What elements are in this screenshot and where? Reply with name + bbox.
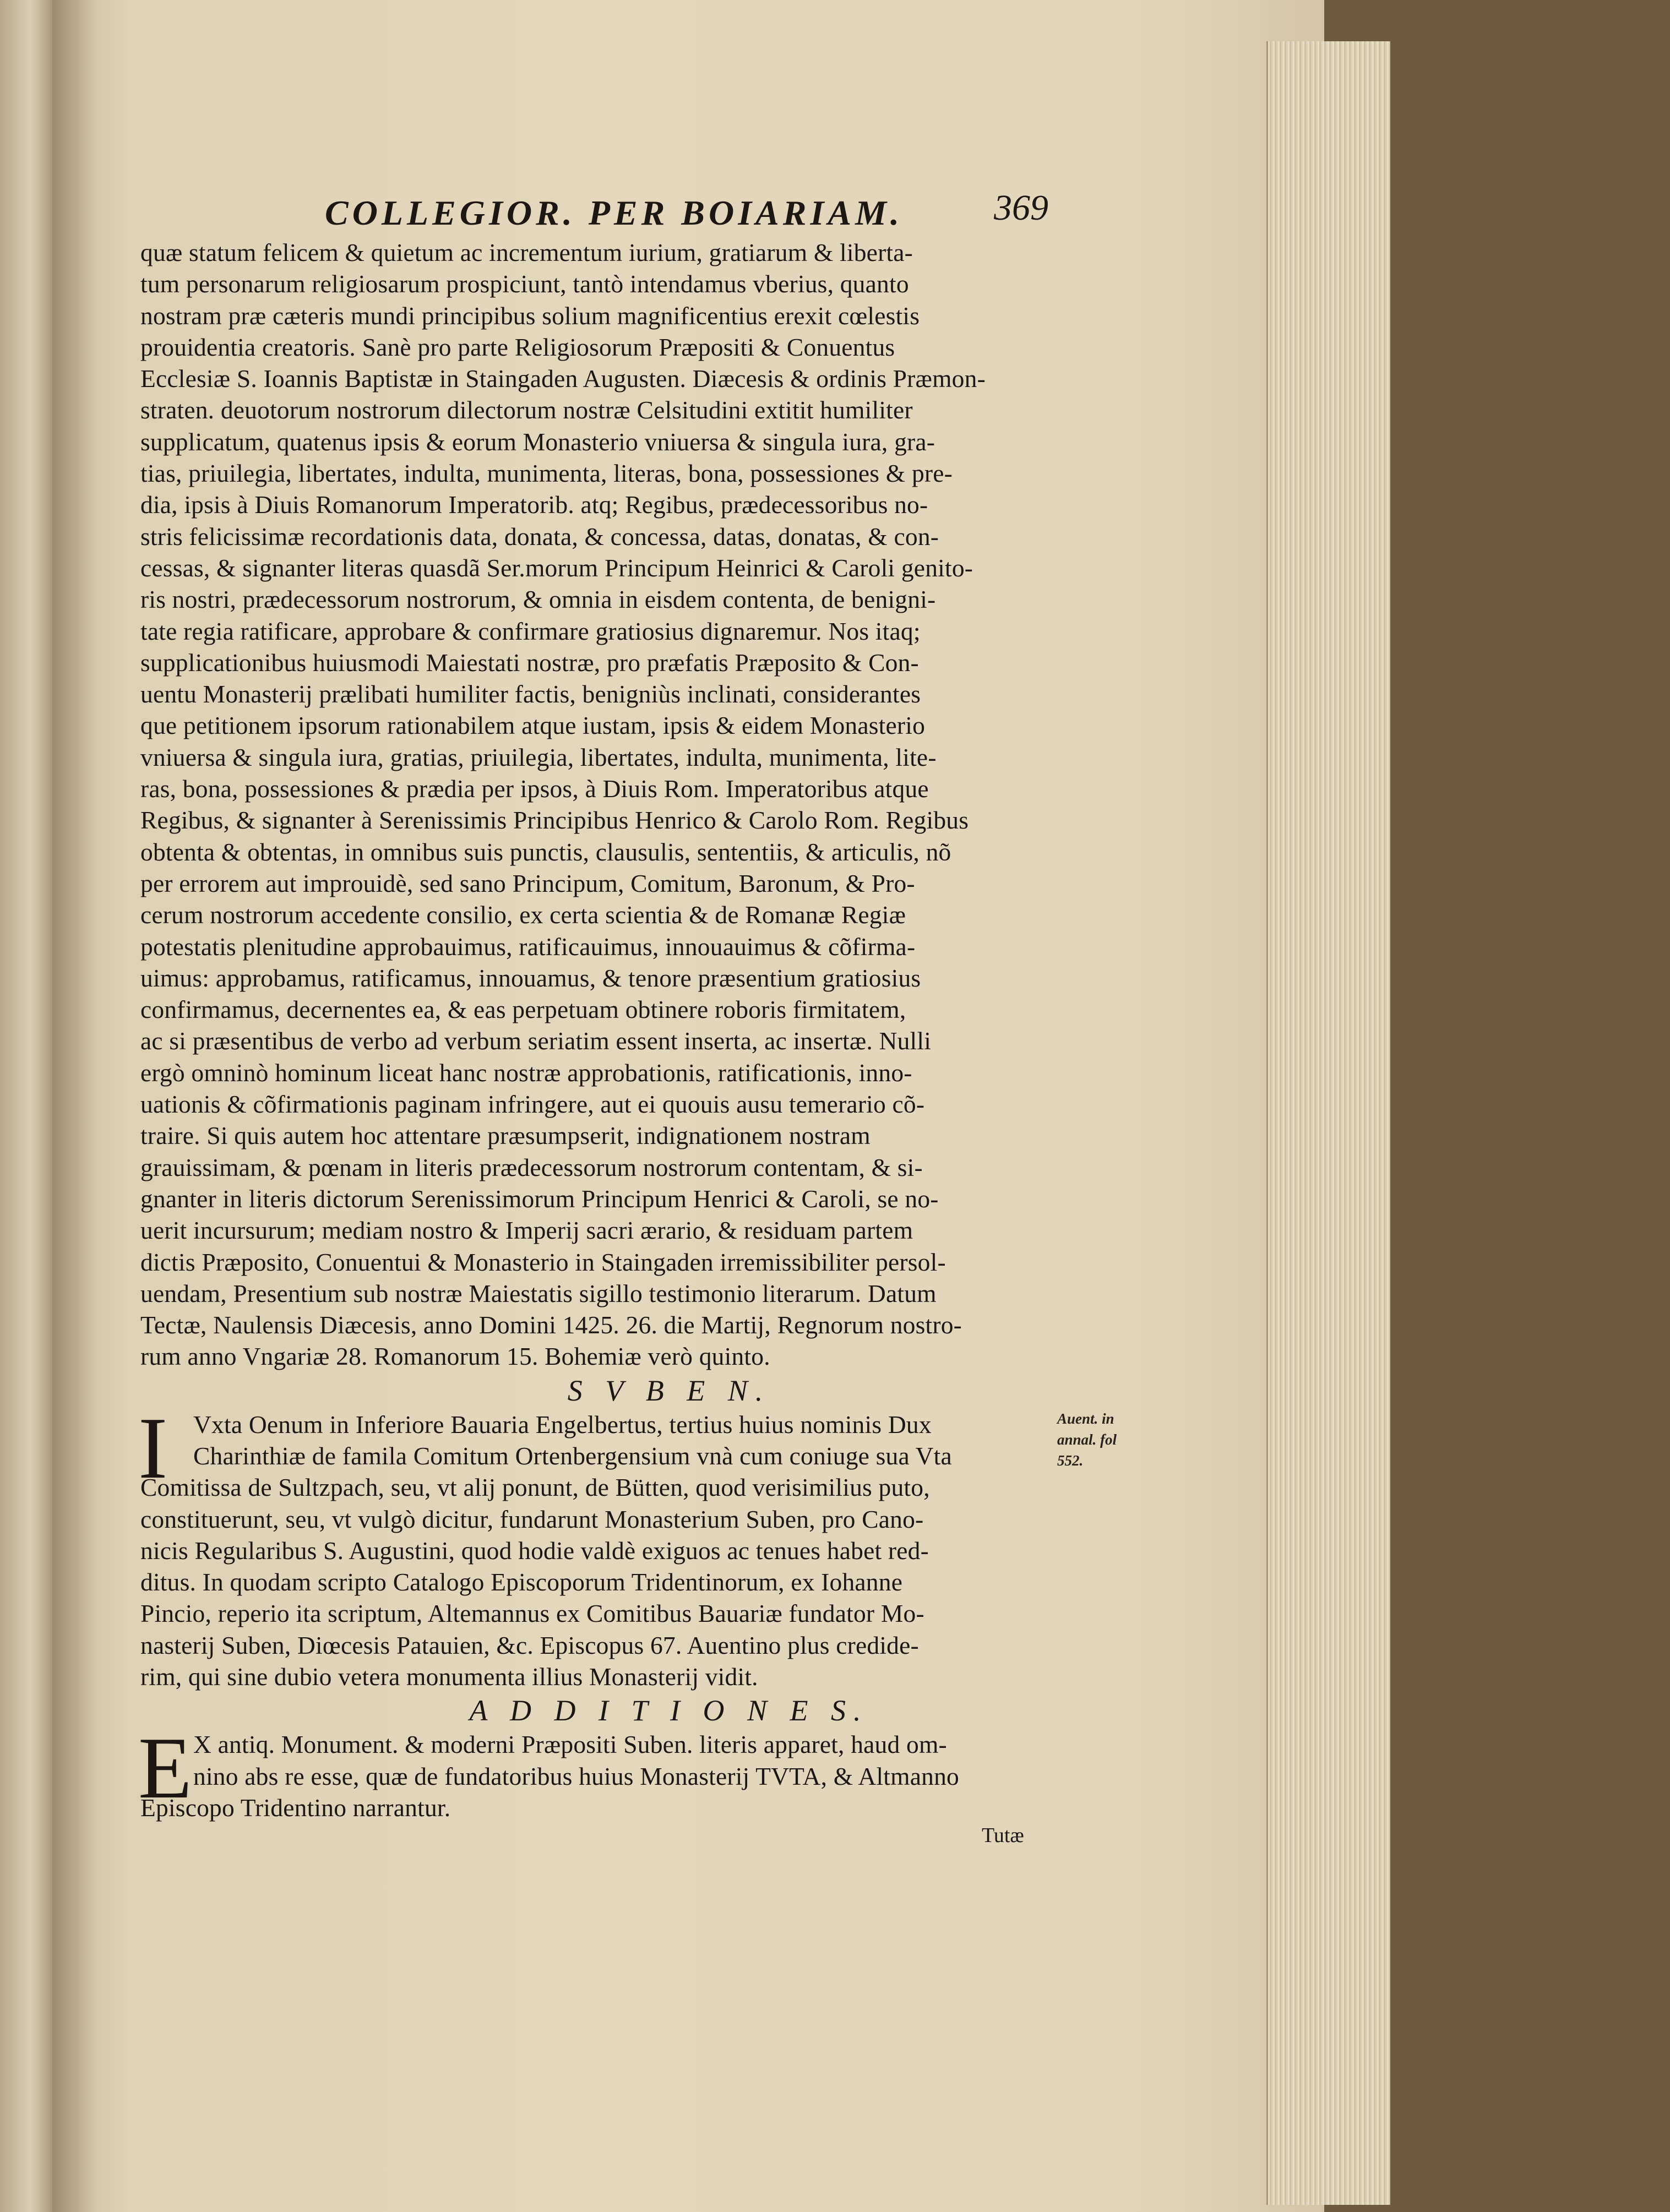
margin-note-line: Auent. in — [1057, 1410, 1114, 1427]
text-line: per errorem aut improuidè, sed sano Principum, Comitum, Baronum, & Pro- — [140, 869, 915, 897]
text-line: ditus. In quodam scripto Catalogo Episcoporum Tridentinorum, ex Iohanne — [140, 1568, 903, 1597]
text-line: uendam, Presentium sub nostræ Maiestatis sigillo testimonio literarum. Datum — [140, 1279, 937, 1307]
gutter-shadow — [52, 0, 96, 2212]
text-line: rim, qui sine dubio vetera monumenta illius Monasterij vidit. — [140, 1663, 758, 1691]
text-line: rum anno Vngariæ 28. Romanorum 15. Bohemiæ verò quinto. — [140, 1342, 770, 1371]
text-line: quæ statum felicem & quietum ac incrementum iurium, gratiarum & liberta- — [140, 238, 913, 266]
section-title-suben: S V B E N. — [567, 1374, 771, 1407]
text-line: ris nostri, prædecessorum nostrorum, & omnia in eisdem contenta, de benigni- — [140, 585, 936, 614]
text-line: stris felicissimæ recordationis data, donata, & concessa, datas, donatas, & con- — [140, 522, 939, 551]
text-line: obtenta & obtentas, in omnibus suis punctis, clausulis, sententiis, & articulis, nõ — [140, 837, 951, 866]
text-line: que petitionem ipsorum rationabilem atque iustam, ipsis & eidem Monasterio — [140, 711, 926, 740]
text-line: nostram præ cæteris mundi principibus solium magnificentius erexit cœlestis — [140, 301, 920, 330]
text-line: dia, ipsis à Diuis Romanorum Imperatorib. atq; Regibus, prædecessoribus no- — [140, 491, 928, 519]
text-line: uentu Monasterij prælibati humiliter factis, benigniùs inclinati, considerantes — [140, 680, 921, 709]
margin-note-line: 552. — [1057, 1452, 1084, 1469]
text-line: gnanter in literis dictorum Serenissimorum Principum Henrici & Caroli, se no- — [140, 1184, 939, 1213]
text-line: tum personarum religiosarum prospiciunt, tantò intendamus vberius, quanto — [140, 270, 909, 298]
text-line: traire. Si quis autem hoc attentare præsumpserit, indignationem nostram — [140, 1121, 871, 1150]
running-head: COLLEGIOR. PER BOIARIAM. — [325, 193, 903, 232]
text-line: tate regia ratificare, approbare & confirmare gratiosius dignaremur. Nos itaq; — [140, 617, 921, 645]
text-line: constituerunt, seu, vt vulgò dicitur, fundarunt Monasterium Suben, pro Cano- — [140, 1505, 924, 1533]
text-line: grauissimam, & pœnam in literis prædecessorum nostrorum contentam, & si- — [140, 1153, 923, 1181]
page-number: 369 — [994, 188, 1048, 228]
text-line: prouidentia creatoris. Sanè pro parte Religiosorum Præpositi & Conuentus — [140, 333, 895, 361]
page-header — [140, 165, 1126, 237]
text-line: supplicatum, quatenus ipsis & eorum Monasterio vniuersa & singula iura, gra- — [140, 427, 935, 456]
section-suben-continued — [140, 1472, 1126, 1692]
text-line: nicis Regularibus S. Augustini, quod hodie valdè exiguos ac tenues habet red- — [140, 1536, 929, 1565]
left-page-edge — [0, 0, 55, 2212]
text-line: Regibus, & signanter à Serenissimis Principibus Henrico & Carolo Rom. Regibus — [140, 806, 969, 835]
text-line: vniuersa & singula iura, gratias, priuilegia, libertates, indulta, munimenta, lite- — [140, 743, 937, 771]
text-line: tias, priuilegia, libertates, indulta, munimenta, literas, bona, possessiones & pre- — [140, 459, 953, 488]
charter-text — [140, 237, 1126, 1372]
text-line: straten. deuotorum nostrorum dilectorum nostræ Celsitudini extitit humiliter — [140, 396, 913, 424]
drop-cap: E — [138, 1719, 192, 1817]
text-line: dictis Præposito, Conuentui & Monasterio in Staingaden irremissibiliter persol- — [140, 1247, 946, 1276]
text-line: Ecclesiæ S. Ioannis Baptistæ in Staingaden Augusten. Diæcesis & ordinis Præmon- — [140, 364, 986, 393]
text-line: Charinthiæ de famila Comitum Ortenbergensium vnà cum coniuge sua Vta — [193, 1441, 952, 1470]
text-line: Episcopo Tridentino narrantur. — [140, 1793, 451, 1822]
text-line: uationis & cõfirmationis paginam infringere, aut ei quouis ausu temerario cõ- — [140, 1090, 925, 1119]
catchword: Tutæ — [982, 1824, 1024, 1847]
text-line: ras, bona, possessiones & prædia per ipsos, à Diuis Rom. Imperatoribus atque — [140, 775, 929, 803]
text-line: cerum nostrorum accedente consilio, ex certa scientia & de Romanæ Regiæ — [140, 901, 906, 929]
margin-note — [1057, 1408, 1117, 1471]
text-line: uimus: approbamus, ratificamus, innouamus, & tenore præsentium gratiosius — [140, 963, 921, 992]
text-line: uerit incursurum; mediam nostro & Imperij sacri ærario, & residuam partem — [140, 1216, 913, 1245]
section-title-additiones: A D D I T I O N E S. — [469, 1694, 869, 1728]
page-text — [140, 165, 1126, 1823]
text-line: potestatis plenitudine approbauimus, ratificauimus, innouauimus & cõfirma- — [140, 932, 916, 961]
text-line: Vxta Oenum in Inferiore Bauaria Engelbertus, tertius huius nominis Dux — [193, 1410, 932, 1439]
text-line: ergò omninò hominum liceat hanc nostræ approbationis, ratificationis, inno- — [140, 1058, 912, 1087]
text-line: Pincio, reperio ita scriptum, Altemannus ex Comitibus Bauariæ fundator Mo- — [140, 1599, 924, 1628]
text-line: cessas, & signanter literas quasdã Ser.morum Principum Heinrici & Caroli genito- — [140, 553, 973, 582]
text-line: supplicationibus huiusmodi Maiestati nostræ, pro præfatis Præposito & Con- — [140, 648, 919, 677]
text-line: nasterij Suben, Diœcesis Patauien, &c. Episcopus 67. Auentino plus credide- — [140, 1631, 919, 1659]
page-edges — [1266, 41, 1392, 2205]
text-line: Comitissa de Sultzpach, seu, vt alij ponunt, de Bütten, quod verisimilius puto, — [140, 1473, 930, 1502]
drop-cap: I — [138, 1398, 168, 1497]
text-line: confirmamus, decernentes ea, & eas perpetuam obtinere roboris firmitatem, — [140, 995, 906, 1024]
text-line: Tectæ, Naulensis Diæcesis, anno Domini 1425. 26. die Martij, Regnorum nostro- — [140, 1311, 962, 1339]
margin-note-line: annal. fol — [1057, 1431, 1117, 1448]
text-line: X antiq. Monument. & moderni Præpositi Suben. literis apparet, haud om- — [193, 1730, 947, 1759]
book-cover — [1390, 0, 1670, 2212]
text-line: nino abs re esse, quæ de fundatoribus huius Monasterij TVTA, & Altmanno — [193, 1762, 959, 1790]
text-line: ac si præsentibus de verbo ad verbum seriatim essent inserta, ac insertæ. Nulli — [140, 1027, 932, 1055]
